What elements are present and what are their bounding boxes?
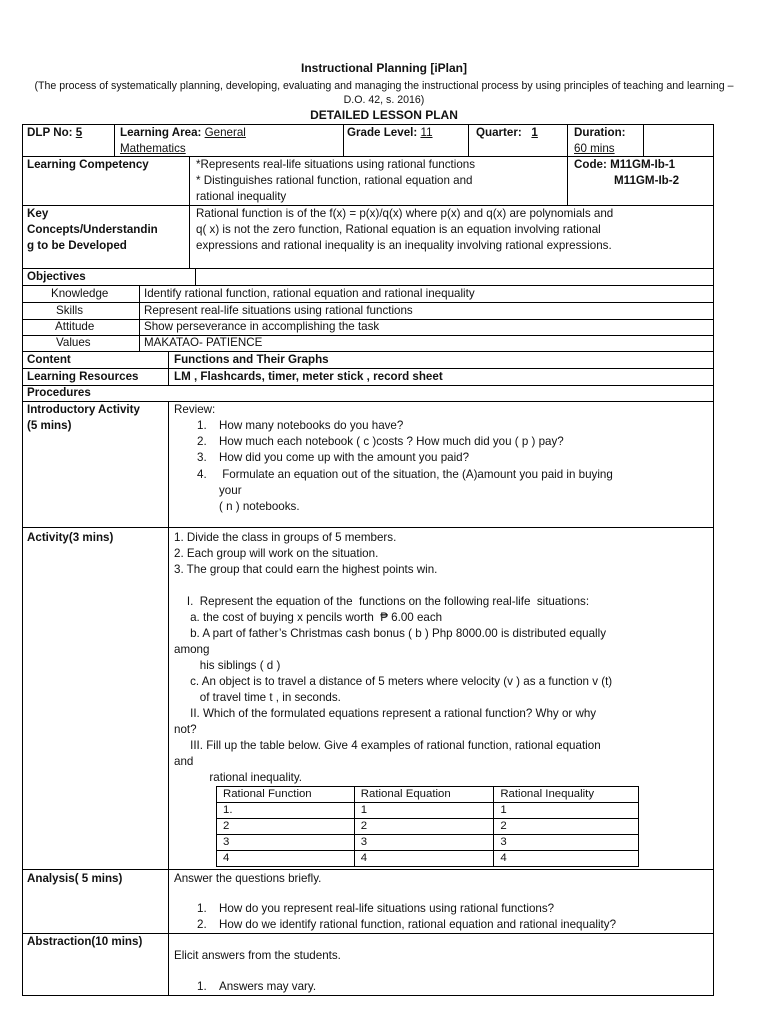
knowledge-text: Identify rational function, rational equation and rational inequality — [144, 287, 475, 300]
table-cell: 4 — [354, 851, 494, 867]
competency-line: rational inequality — [196, 190, 287, 203]
row-divider — [22, 385, 714, 386]
table-cell: 1 — [494, 803, 639, 819]
col-divider — [168, 351, 169, 385]
activity-line: and — [174, 755, 194, 768]
table-header: Rational Equation — [354, 787, 494, 803]
activity-line: b. A part of father’s Christmas cash bonus ( b ) Php 8000.00 is distributed equally — [174, 627, 606, 640]
key-concepts-label: Concepts/Understandin — [27, 223, 158, 236]
abstraction-label: Abstraction(10 mins) — [27, 935, 143, 948]
table-cell: 2 — [217, 819, 355, 835]
list-number: 4. — [197, 468, 207, 481]
duration-value: 60 mins — [574, 142, 615, 155]
row-divider — [22, 335, 714, 336]
knowledge-label: Knowledge — [51, 287, 109, 300]
col-divider — [195, 268, 196, 285]
list-number: 2. — [197, 918, 207, 931]
activity-line: his siblings ( d ) — [174, 659, 281, 672]
table-cell: 4 — [494, 851, 639, 867]
learning-area-value: Mathematics — [120, 142, 186, 155]
activity-line: of travel time t , in seconds. — [174, 691, 341, 704]
activity-line: III. Fill up the table below. Give 4 examples of rational function, rational equation — [174, 739, 601, 752]
row-divider — [22, 527, 714, 528]
review-label: Review: — [174, 403, 216, 416]
table-cell: 2 — [494, 819, 639, 835]
competency-line: * Distinguishes rational function, rational equation and — [196, 174, 473, 187]
analysis-label: Analysis( 5 mins) — [27, 872, 123, 885]
col-divider — [468, 124, 469, 156]
intro-continuation: your — [219, 484, 242, 497]
attitude-text: Show perseverance in accomplishing the task — [144, 320, 380, 333]
list-item: How do we identify rational function, rational equation and rational inequality? — [219, 918, 617, 931]
table-row — [217, 819, 639, 835]
activity-line: 1. Divide the class in groups of 5 members. — [174, 531, 397, 544]
abstraction-intro: Elicit answers from the students. — [174, 949, 341, 962]
procedures-label: Procedures — [27, 386, 91, 399]
competency-code: Code: M11GM-Ib-1 — [574, 158, 676, 171]
list-item: Formulate an equation out of the situation, the (A)amount you paid in buying — [219, 468, 613, 481]
document-title: Instructional Planning [iPlan] — [300, 61, 467, 75]
key-concepts-label: g to be Developed — [27, 239, 127, 252]
table-header: Rational Function — [217, 787, 355, 803]
analysis-intro: Answer the questions briefly. — [174, 872, 322, 885]
table-cell: 1. — [217, 803, 355, 819]
objectives-label: Objectives — [27, 270, 86, 283]
row-divider — [22, 268, 714, 269]
list-item: How much each notebook ( c )costs ? How much did you ( p ) pay? — [219, 435, 564, 448]
activity-line: a. the cost of buying x pencils worth ₱ 6.00 each — [174, 611, 443, 624]
col-divider — [139, 285, 140, 351]
resources-label: Learning Resources — [27, 370, 139, 383]
activity-line: I. Represent the equation of the functions on the following real-life situations: — [174, 595, 590, 608]
table-cell: 3 — [354, 835, 494, 851]
values-text: MAKATAO- PATIENCE — [144, 336, 263, 349]
table-header: Rational Inequality — [494, 787, 639, 803]
list-number: 2. — [197, 435, 207, 448]
col-divider — [168, 401, 169, 996]
list-item: Answers may vary. — [219, 980, 317, 993]
intro-continuation: ( n ) notebooks. — [219, 500, 300, 513]
key-concepts-text: expressions and rational inequality is an inequality involving rational expressions. — [196, 239, 612, 252]
competency-line: *Represents real-life situations using rational functions — [196, 158, 476, 171]
activity-line: 2. Each group will work on the situation. — [174, 547, 379, 560]
activity-line: rational inequality. — [174, 771, 303, 784]
skills-label: Skills — [56, 304, 84, 317]
col-divider — [643, 124, 644, 156]
table-row — [217, 803, 639, 819]
table-cell: 1 — [354, 803, 494, 819]
content-label: Content — [27, 353, 71, 366]
resources-value: LM , Flashcards, timer, meter stick , record sheet — [174, 370, 443, 383]
learning-area-label: Learning Area: General — [120, 126, 246, 139]
activity-line: c. An object is to travel a distance of 5 meters where velocity (v ) as a function v (t) — [174, 675, 613, 688]
row-divider — [22, 351, 714, 352]
table-row — [217, 835, 639, 851]
activity-line: among — [174, 643, 210, 656]
table-cell: 2 — [354, 819, 494, 835]
col-divider — [567, 124, 568, 205]
skills-text: Represent real-life situations using rational functions — [144, 304, 413, 317]
key-concepts-text: q( x) is not the zero function, Rational equation is an equation involving rational — [196, 223, 601, 236]
attitude-label: Attitude — [55, 320, 95, 333]
intro-label: Introductory Activity — [27, 403, 140, 416]
content-value: Functions and Their Graphs — [174, 353, 329, 366]
values-label: Values — [56, 336, 91, 349]
activity-line: II. Which of the formulated equations represent a rational function? Why or why — [174, 707, 597, 720]
table-cell: 3 — [494, 835, 639, 851]
table-cell: 3 — [217, 835, 355, 851]
dlp-no: DLP No: 5 — [27, 126, 83, 139]
list-number: 1. — [197, 419, 207, 432]
plan-title: DETAILED LESSON PLAN — [310, 108, 458, 122]
table-cell: 4 — [217, 851, 355, 867]
col-divider — [343, 124, 344, 156]
key-concepts-label: Key — [27, 207, 49, 220]
activity-line: 3. The group that could earn the highest points win. — [174, 563, 438, 576]
row-divider — [22, 869, 714, 870]
list-number: 3. — [197, 451, 207, 464]
activity-label: Activity(3 mins) — [27, 531, 114, 544]
rational-examples-table — [216, 786, 639, 867]
key-concepts-text: Rational function is of the f(x) = p(x)/q(x) where p(x) and q(x) are polynomials and — [196, 207, 614, 220]
duration-label: Duration: — [574, 126, 626, 139]
document-subtitle: (The process of systematically planning, developing, evaluating and managing the instructional process by using principles of teaching and learning – D.O. 42, s. 2016) — [34, 80, 734, 106]
list-item: How many notebooks do you have? — [219, 419, 404, 432]
competency-code: M11GM-Ib-2 — [614, 174, 680, 187]
grade-level: Grade Level: 11 — [347, 126, 433, 139]
list-number: 1. — [197, 902, 207, 915]
quarter: Quarter: 1 — [476, 126, 538, 139]
col-divider — [189, 156, 190, 268]
competency-label: Learning Competency — [27, 158, 149, 171]
activity-line: not? — [174, 723, 197, 736]
col-divider — [114, 124, 115, 156]
intro-time: (5 mins) — [27, 419, 72, 432]
table-row — [217, 851, 639, 867]
list-number: 1. — [197, 980, 207, 993]
list-item: How did you come up with the amount you paid? — [219, 451, 470, 464]
list-item: How do you represent real-life situations using rational functions? — [219, 902, 555, 915]
